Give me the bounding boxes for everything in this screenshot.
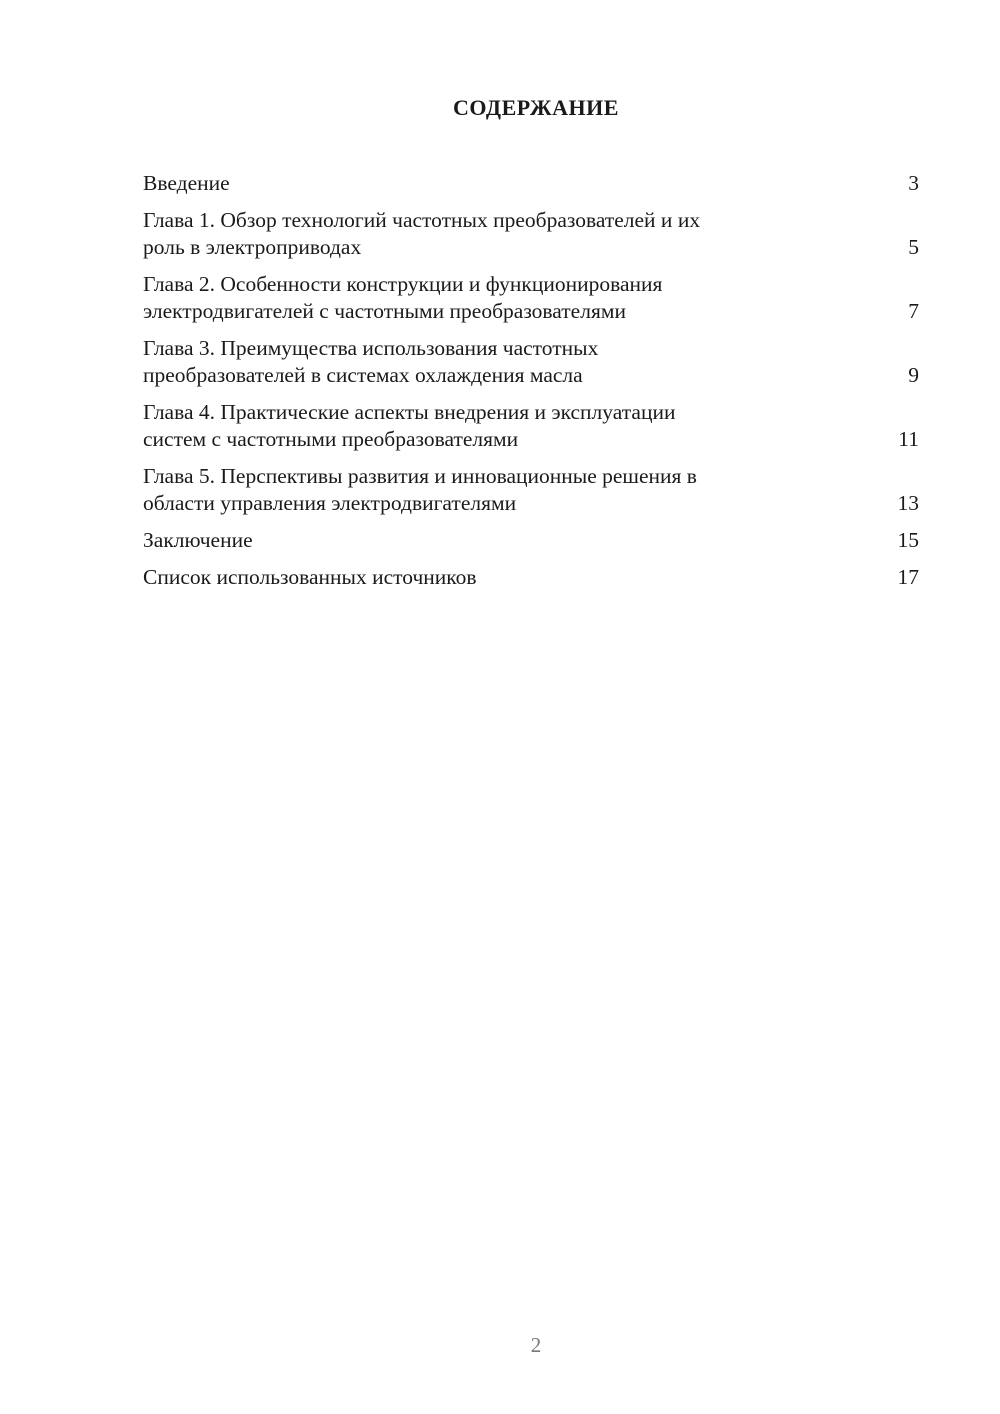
toc-entry-page: 15 — [897, 528, 919, 552]
toc-entry-text: Глава 1. Обзор технологий частотных преобразователей и их роль в электроприводах — [143, 208, 701, 259]
toc-entry-text: Глава 3. Преимущества использования частотных преобразователей в системах охлаждения масла — [143, 336, 599, 387]
toc-entry-chapter-2[interactable] — [143, 271, 919, 325]
toc-entry-introduction[interactable] — [143, 170, 919, 197]
toc-entry-text: Глава 2. Особенности конструкции и функционирования электродвигателей с частотными преобразователями — [143, 272, 663, 323]
table-of-contents — [143, 170, 919, 601]
toc-entry-chapter-4[interactable] — [143, 399, 919, 453]
toc-entry-text: Список использованных источников — [143, 565, 477, 589]
toc-entry-text: Введение — [143, 171, 230, 195]
toc-entry-page: 13 — [897, 491, 919, 515]
toc-entry-page: 11 — [898, 427, 919, 451]
page-number: 2 — [530, 1333, 542, 1357]
toc-entry-page: 3 — [908, 171, 919, 195]
toc-entry-chapter-5[interactable] — [143, 463, 919, 517]
toc-entry-text: Глава 5. Перспективы развития и инновационные решения в области управления электродвигателями — [143, 464, 697, 515]
toc-entry-conclusion[interactable] — [143, 527, 919, 554]
toc-entry-text: Глава 4. Практические аспекты внедрения и эксплуатации систем с частотными преобразователями — [143, 400, 676, 451]
toc-entry-references[interactable] — [143, 564, 919, 591]
toc-entry-chapter-3[interactable] — [143, 335, 919, 389]
toc-entry-page: 9 — [908, 363, 919, 387]
toc-entry-text: Заключение — [143, 528, 253, 552]
toc-entry-page: 5 — [908, 235, 919, 259]
toc-entry-page: 17 — [897, 565, 919, 589]
toc-entry-chapter-1[interactable] — [143, 207, 919, 261]
page-title: СОДЕРЖАНИЕ — [453, 95, 619, 120]
toc-entry-page: 7 — [908, 299, 919, 323]
